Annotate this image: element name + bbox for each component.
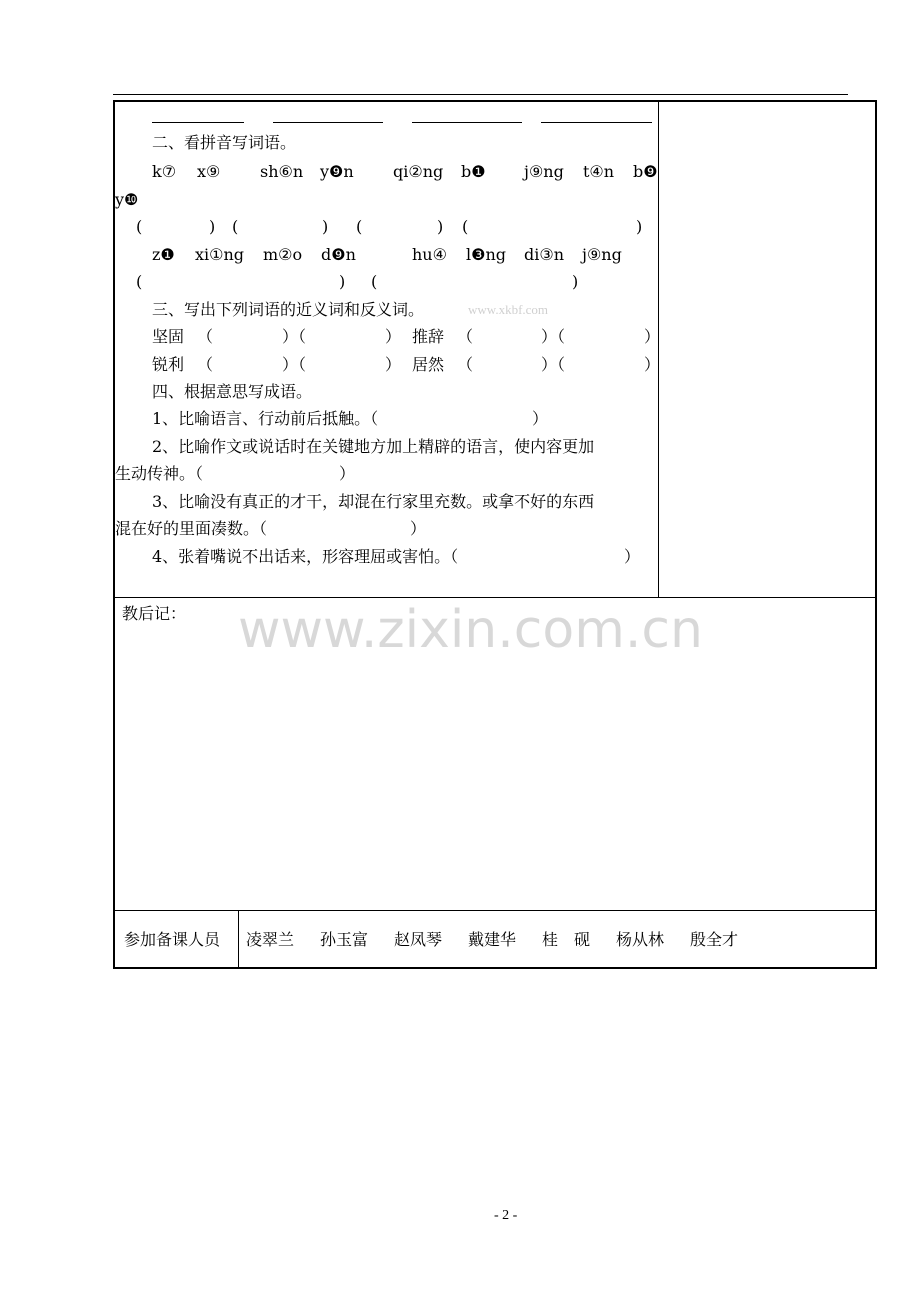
idiom-question-1: 1、比喻语言、行动前后抵触。（: [152, 409, 379, 428]
pinyin-syllable: y❿: [115, 190, 139, 209]
answer-bracket: ）: [644, 327, 661, 346]
answer-bracket: (: [136, 217, 143, 236]
answer-bracket: ）: [339, 464, 356, 483]
table-column-divider: [658, 100, 659, 597]
table-row-divider: [113, 910, 877, 911]
answer-blank: [273, 122, 383, 123]
answer-bracket: ）: [385, 327, 402, 346]
answer-bracket: ): [572, 272, 579, 291]
answer-blank: [541, 122, 652, 123]
page-number: - 2 -: [494, 1208, 518, 1223]
section2-heading: 二、看拼音写词语。: [152, 133, 297, 152]
participant-name: 戴建华: [468, 930, 517, 949]
answer-bracket: （: [197, 355, 214, 374]
section4-heading: 四、根据意思写成语。: [152, 382, 313, 401]
faint-watermark: www.xkbf.com: [468, 302, 549, 317]
pinyin-syllable: d❾n: [321, 245, 356, 264]
answer-bracket: ）（: [541, 327, 566, 346]
answer-bracket: （: [457, 327, 474, 346]
notes-label: 教后记：: [122, 604, 187, 623]
participant-name: 殷全才: [690, 930, 739, 949]
table-row-divider: [113, 597, 877, 598]
answer-blank: [412, 122, 522, 123]
answer-bracket: ）: [624, 547, 641, 566]
participant-name: 凌翠兰: [246, 930, 295, 949]
pinyin-syllable: k⑦: [152, 162, 177, 181]
table-cell-divider: [238, 910, 239, 969]
answer-bracket: （: [197, 327, 214, 346]
participant-name: 杨从林: [616, 930, 665, 949]
pinyin-syllable: t④n: [583, 162, 615, 181]
pinyin-syllable: j⑨ng: [582, 245, 622, 264]
answer-bracket: ）（: [282, 327, 307, 346]
word-label: 居然: [412, 355, 445, 374]
idiom-question-2: 2、比喻作文或说话时在关键地方加上精辟的语言，使内容更加: [152, 437, 595, 456]
participant-name: 桂 砚: [542, 930, 591, 949]
pinyin-syllable: b❾: [633, 162, 658, 181]
answer-bracket: ): [209, 217, 216, 236]
pinyin-syllable: b❶: [461, 162, 486, 181]
pinyin-syllable: sh⑥n: [260, 162, 304, 181]
idiom-question-3-cont: 混在好的里面凑数。（: [115, 519, 268, 538]
answer-bracket: ）: [385, 355, 402, 374]
word-label: 推辞: [412, 327, 445, 346]
answer-bracket: （: [457, 355, 474, 374]
answer-bracket: ): [339, 272, 346, 291]
section3-heading: 三、写出下列词语的近义词和反义词。: [152, 300, 425, 319]
pinyin-syllable: di③n: [524, 245, 565, 264]
participant-name: 赵凤琴: [394, 930, 443, 949]
pinyin-syllable: hu④: [412, 245, 447, 264]
pinyin-syllable: y❾n: [320, 162, 354, 181]
participant-name: 孙玉富: [320, 930, 369, 949]
answer-bracket: ）（: [541, 355, 566, 374]
pinyin-syllable: xi①ng: [195, 245, 245, 264]
pinyin-syllable: l❸ng: [466, 245, 507, 264]
answer-bracket: (: [462, 217, 469, 236]
pinyin-syllable: m②o: [263, 245, 303, 264]
idiom-question-4: 4、张着嘴说不出话来，形容理屈或害怕。（: [152, 547, 459, 566]
answer-bracket: ): [437, 217, 444, 236]
word-label: 坚固: [152, 327, 185, 346]
pinyin-syllable: z❶: [152, 245, 175, 264]
answer-bracket: (: [232, 217, 239, 236]
answer-bracket: ): [322, 217, 329, 236]
pinyin-syllable: x⑨: [197, 162, 221, 181]
pinyin-syllable: j⑨ng: [524, 162, 564, 181]
answer-bracket: (: [356, 217, 363, 236]
answer-bracket: (: [136, 272, 143, 291]
answer-bracket: ): [636, 217, 643, 236]
answer-blank: [152, 122, 244, 123]
answer-bracket: ）: [532, 409, 549, 428]
header-rule: [113, 94, 848, 95]
site-watermark: www.zixin.com.cn: [238, 600, 703, 660]
answer-bracket: ）: [644, 355, 661, 374]
answer-bracket: ）: [410, 519, 427, 538]
participants-label: 参加备课人员: [124, 930, 221, 949]
answer-bracket: (: [371, 272, 378, 291]
answer-bracket: ）（: [282, 355, 307, 374]
idiom-question-3: 3、比喻没有真正的才干，却混在行家里充数。或拿不好的东西: [152, 492, 595, 511]
word-label: 锐利: [152, 355, 185, 374]
idiom-question-2-cont: 生动传神。（: [115, 464, 204, 483]
pinyin-syllable: qi②ng: [393, 162, 444, 181]
